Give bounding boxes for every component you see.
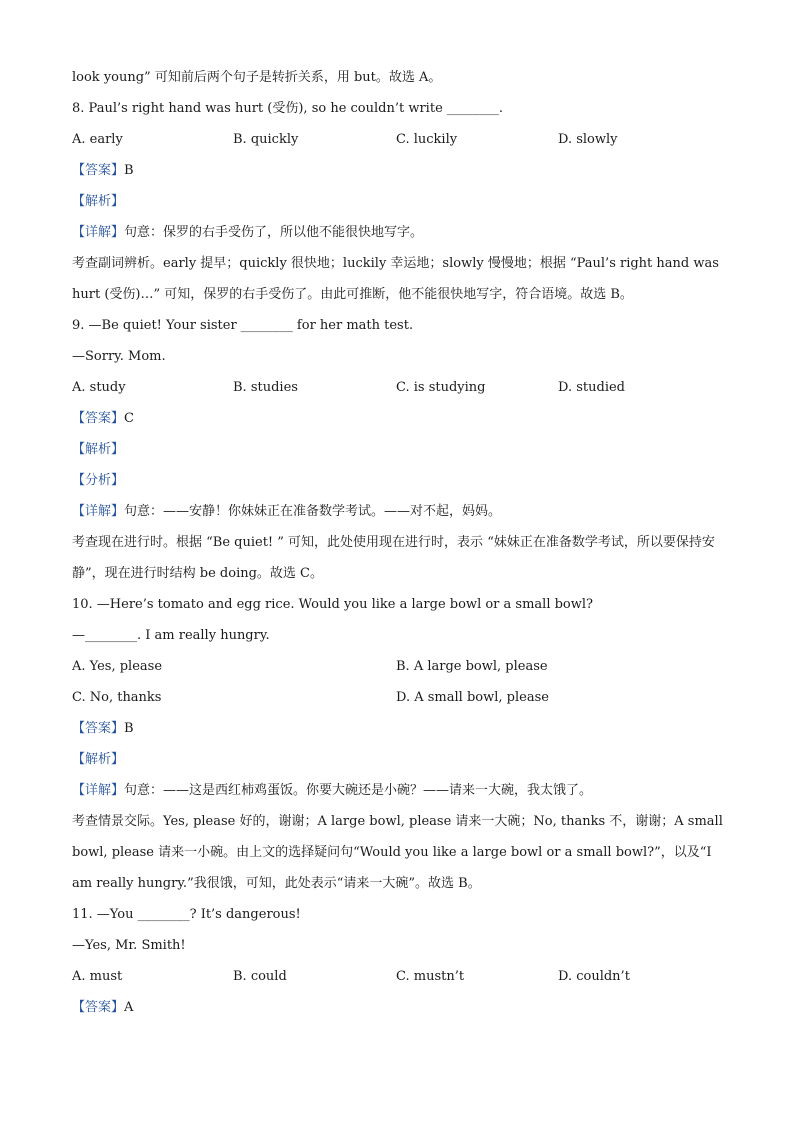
- answer-label: 【答案】: [72, 1000, 125, 1015]
- detail-text: 句意：——安静！你妹妹正在准备数学考试。——对不起，妈妈。: [124, 504, 502, 519]
- option-b: B. could: [233, 969, 287, 984]
- question-9-reply: —Sorry. Mom.: [72, 349, 166, 364]
- question-8-explanation: 考查副词辨析。early 提早；quickly 很快地；luckily 幸运地；slowly 慢慢地；根据 “Paul’s right hand was hurt (受伤)…” 可知，保罗的右手受伤了。由此可推断，他不能很快地写字，符合语境。故选 B。: [72, 256, 719, 302]
- option-d: D. couldn’t: [558, 969, 630, 984]
- option-d: D. studied: [558, 380, 625, 395]
- option-a: A. must: [72, 969, 123, 984]
- option-d: D. A small bowl, please: [396, 690, 549, 705]
- question-8-detail: [72, 217, 724, 248]
- detail-label: 【详解】: [72, 783, 125, 798]
- question-9-analysis-label: 【解析】: [72, 442, 125, 457]
- question-8-analysis-label: 【解析】: [72, 194, 125, 209]
- question-10-explanation: 考查情景交际。Yes, please 好的，谢谢；A large bowl, please 请来一大碗；No, thanks 不，谢谢；A small bowl, please 请来一小碗。由上文的选择疑问句“Would you like a large bowl or a small bowl?”，以及“I am really hungry.”我很饿，可知，此处表示“请来一大碗”。故选 B。: [72, 814, 723, 891]
- question-11-answer: [72, 992, 724, 1023]
- question-9-options: [72, 372, 724, 403]
- question-9-answer: [72, 403, 724, 434]
- question-10-options-row-2: [72, 682, 724, 713]
- question-8-options: [72, 124, 724, 155]
- question-10-analysis-label: 【解析】: [72, 752, 125, 767]
- answer-value: C: [124, 411, 134, 426]
- option-d: D. slowly: [558, 132, 618, 147]
- detail-label: 【详解】: [72, 504, 125, 519]
- option-a: A. study: [72, 380, 126, 395]
- question-10-detail: [72, 775, 724, 806]
- option-b: B. quickly: [233, 132, 299, 147]
- question-8-stem: 8. Paul’s right hand was hurt (受伤), so he couldn’t write ________.: [72, 101, 504, 116]
- detail-text: 句意：——这是西红柿鸡蛋饭。你要大碗还是小碗？——请来一大碗，我太饿了。: [124, 783, 593, 798]
- question-11-stem: 11. —You ________? It’s dangerous!: [72, 907, 301, 922]
- answer-value: A: [124, 1000, 134, 1015]
- question-9-detail: [72, 496, 724, 527]
- detail-label: 【详解】: [72, 225, 125, 240]
- option-c: C. No, thanks: [72, 690, 162, 705]
- question-9-stem: 9. —Be quiet! Your sister ________ for her math test.: [72, 318, 414, 333]
- option-c: C. mustn’t: [396, 969, 465, 984]
- option-a: A. Yes, please: [72, 659, 163, 674]
- question-10-reply: —________. I am really hungry.: [72, 628, 270, 643]
- question-10-options-row-1: [72, 651, 724, 682]
- question-9-fenxi-label: 【分析】: [72, 473, 125, 488]
- answer-label: 【答案】: [72, 411, 125, 426]
- answer-value: B: [124, 721, 134, 736]
- document-body: [72, 62, 724, 1023]
- question-8-answer: [72, 155, 724, 186]
- option-c: C. luckily: [396, 132, 458, 147]
- question-9-explanation: 考查现在进行时。根据 “Be quiet! ” 可知，此处使用现在进行时，表示 “妹妹正在准备数学考试，所以要保持安静”，现在进行时结构 be doing。故选 C。: [72, 535, 715, 581]
- option-b: B. studies: [233, 380, 298, 395]
- detail-text: 句意：保罗的右手受伤了，所以他不能很快地写字。: [124, 225, 424, 240]
- option-a: A. early: [72, 132, 123, 147]
- answer-label: 【答案】: [72, 721, 125, 736]
- question-10-stem: 10. —Here’s tomato and egg rice. Would you like a large bowl or a small bowl?: [72, 597, 594, 612]
- question-10-answer: [72, 713, 724, 744]
- answer-value: B: [124, 163, 134, 178]
- intro-line: look young” 可知前后两个句子是转折关系，用 but。故选 A。: [72, 70, 442, 85]
- question-11-options: [72, 961, 724, 992]
- answer-label: 【答案】: [72, 163, 125, 178]
- question-11-reply: —Yes, Mr. Smith!: [72, 938, 186, 953]
- option-b: B. A large bowl, please: [396, 659, 548, 674]
- option-c: C. is studying: [396, 380, 486, 395]
